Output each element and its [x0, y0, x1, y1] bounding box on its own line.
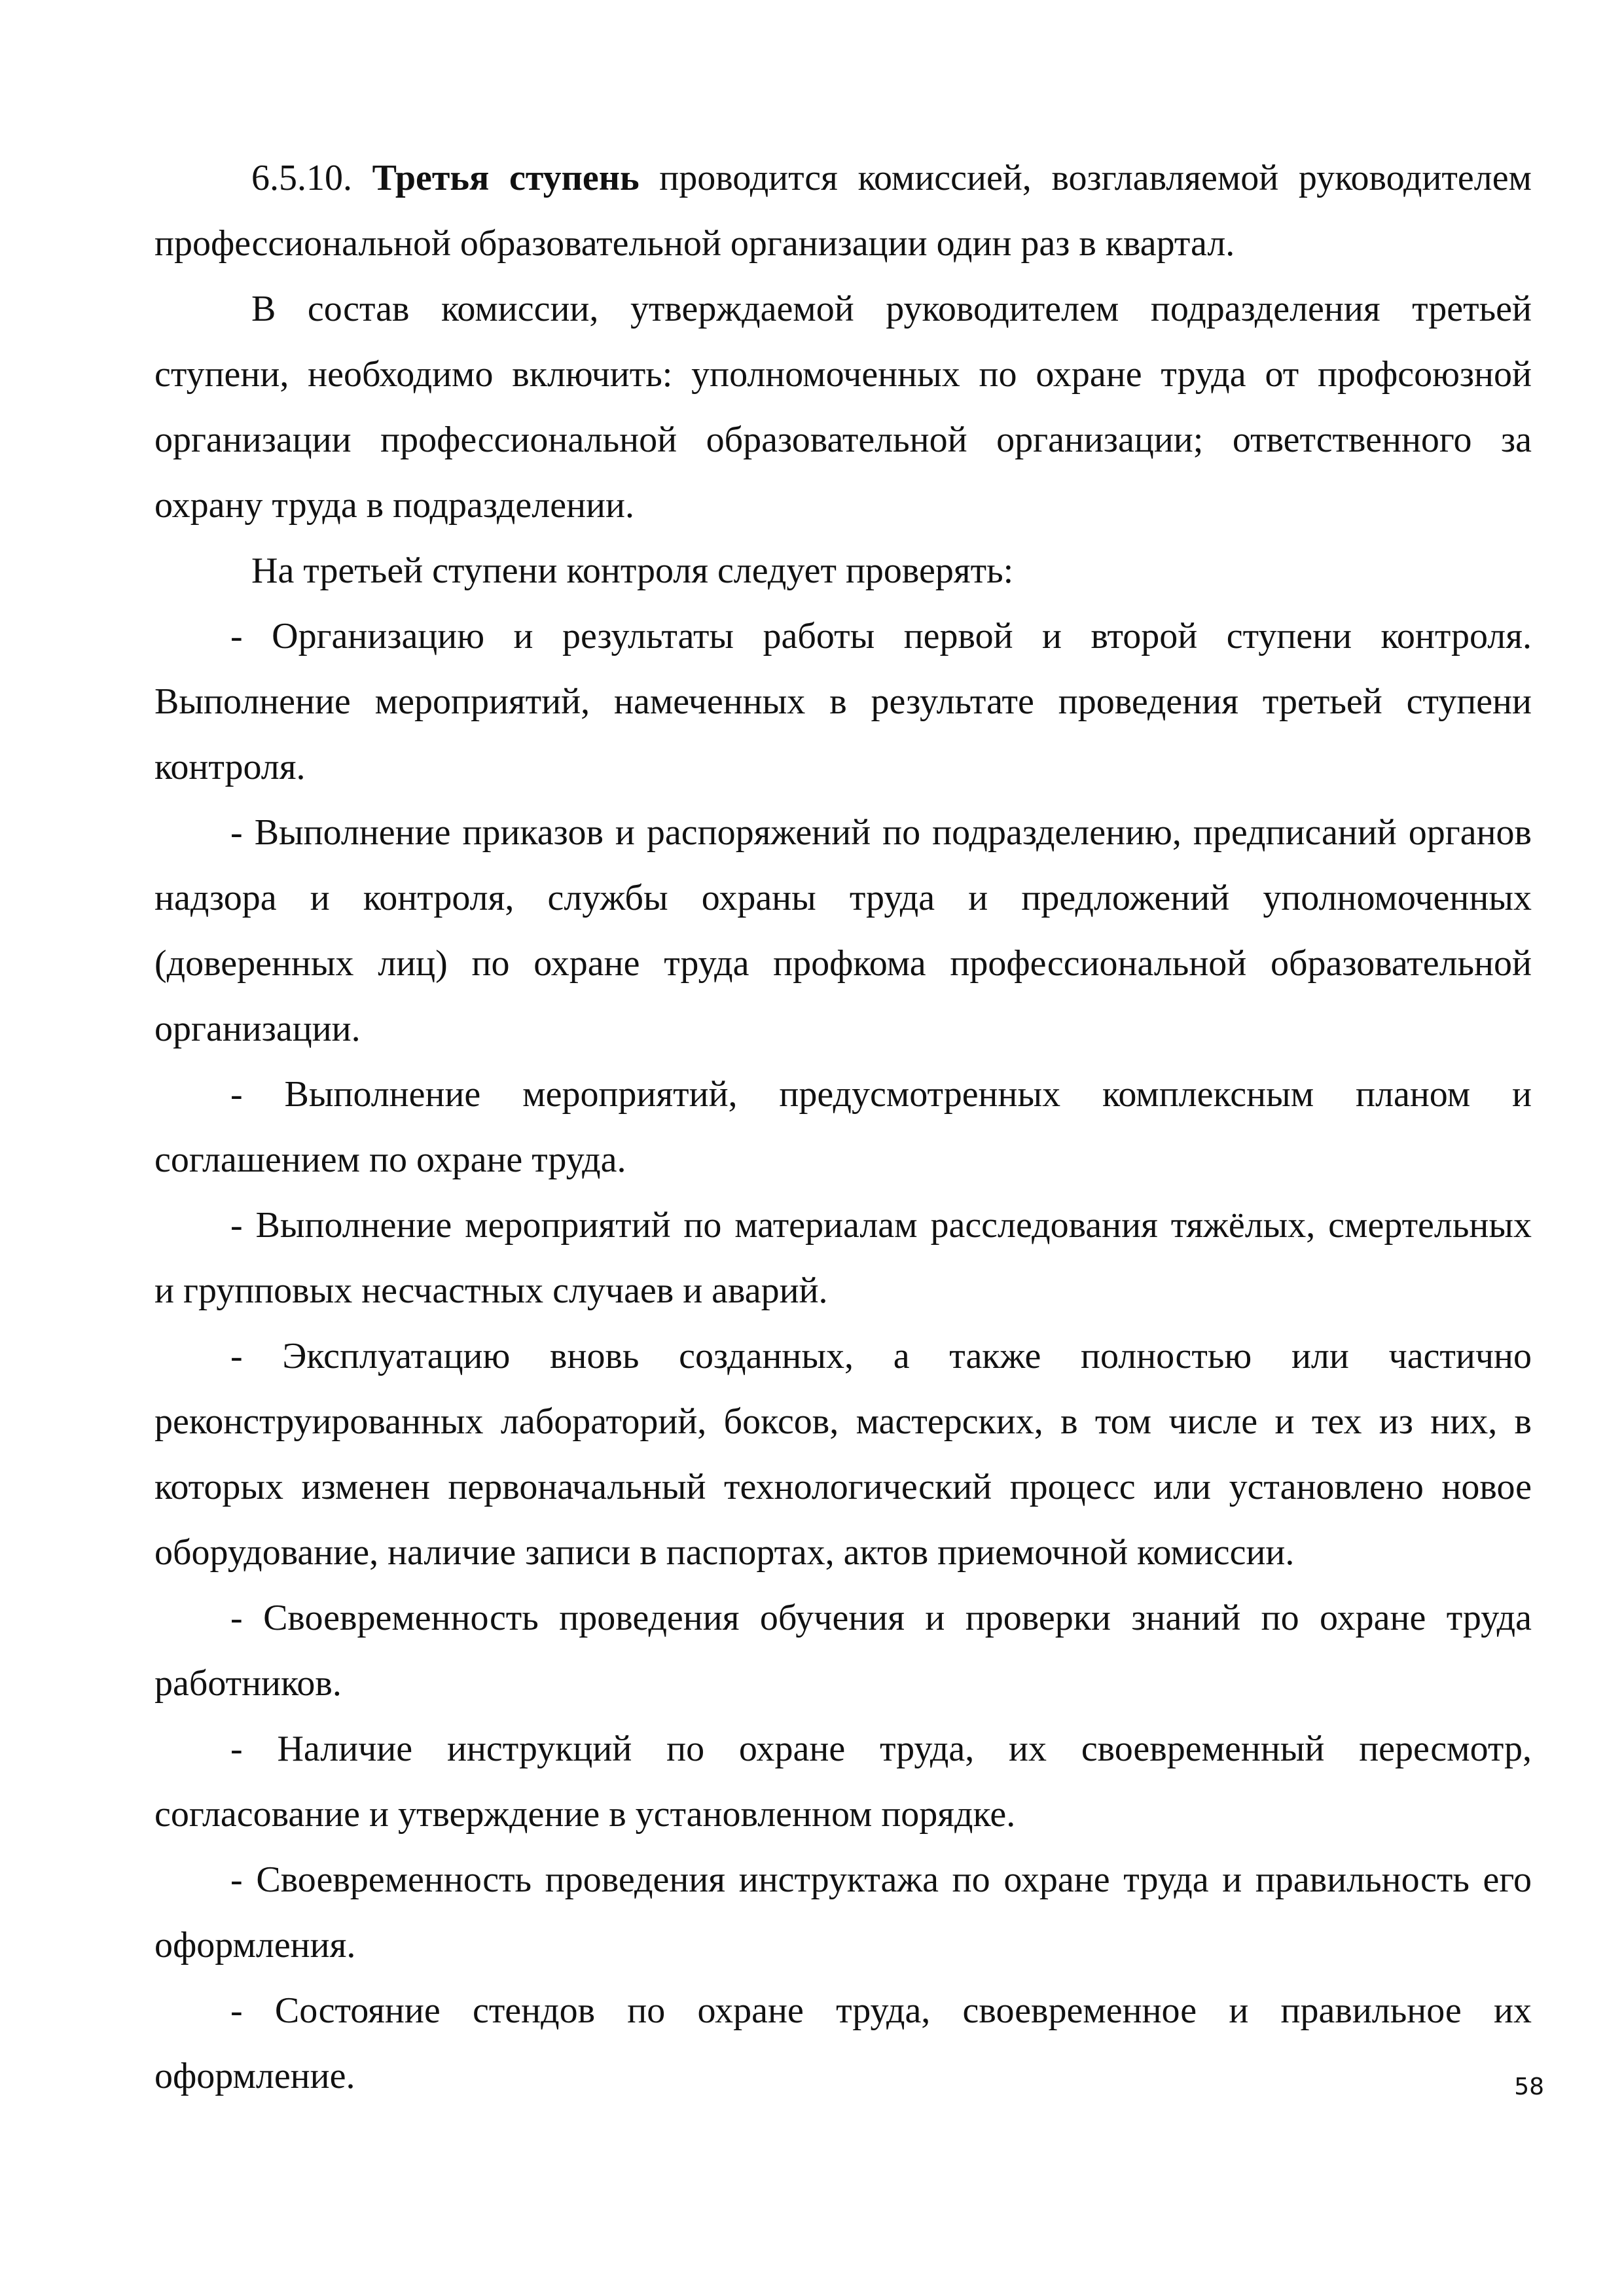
check-item: - Организацию и результаты работы первой и второй ступени контроля. Выполнение мероприятий, намеченных в результате проведения третьей ступени контроля.: [154, 616, 1532, 787]
check-item: - Выполнение приказов и распоряжений по подразделению, предписаний органов надзора и контроля, службы охраны труда и предложений уполномоченных (доверенных лиц) по охране труда профкома профессиональной образовательной организации.: [154, 812, 1532, 1049]
section-number: 6.5.10.: [251, 158, 372, 198]
section-intro-paragraph: [154, 145, 1532, 276]
check-item: - Эксплуатацию вновь созданных, а также полностью или частично реконструированных лабораторий, боксов, мастерских, в том числе и тех из них, в которых изменен первоначальный технологический процесс или установлено новое оборудование, наличие записи в паспортах, актов приемочной комиссии.: [154, 1336, 1532, 1573]
commission-composition-paragraph: В состав комиссии, утверждаемой руководителем подразделения третьей ступени, необходимо включить: уполномоченных по охране труда от профсоюзной организации профессиональной образовательной организации; ответственного за охрану труда в подразделении.: [154, 289, 1532, 526]
section-bold-term: Третья ступень: [372, 158, 640, 198]
check-item: - Своевременность проведения обучения и проверки знаний по охране труда работников.: [154, 1598, 1532, 1704]
checks-heading: На третьей ступени контроля следует проверять:: [251, 550, 1014, 591]
check-item: - Выполнение мероприятий, предусмотренных комплексным планом и соглашением по охране труда.: [154, 1074, 1532, 1180]
check-item: - Наличие инструкций по охране труда, их своевременный пересмотр, согласование и утверждение в установленном порядке.: [154, 1729, 1532, 1835]
check-item: - Своевременность проведения инструктажа по охране труда и правильность его оформления.: [154, 1859, 1532, 1965]
check-item: - Состояние стендов по охране труда, своевременное и правильное их оформление.: [154, 1990, 1532, 2096]
section-intro-text: проводится комиссией, возглавляемой руководителем профессиональной образовательной организации один раз в квартал.: [154, 158, 1532, 264]
page-number: 58: [1514, 2073, 1544, 2100]
document-page: [154, 145, 1532, 2109]
check-item: - Выполнение мероприятий по материалам расследования тяжёлых, смертельных и групповых несчастных случаев и аварий.: [154, 1205, 1532, 1311]
